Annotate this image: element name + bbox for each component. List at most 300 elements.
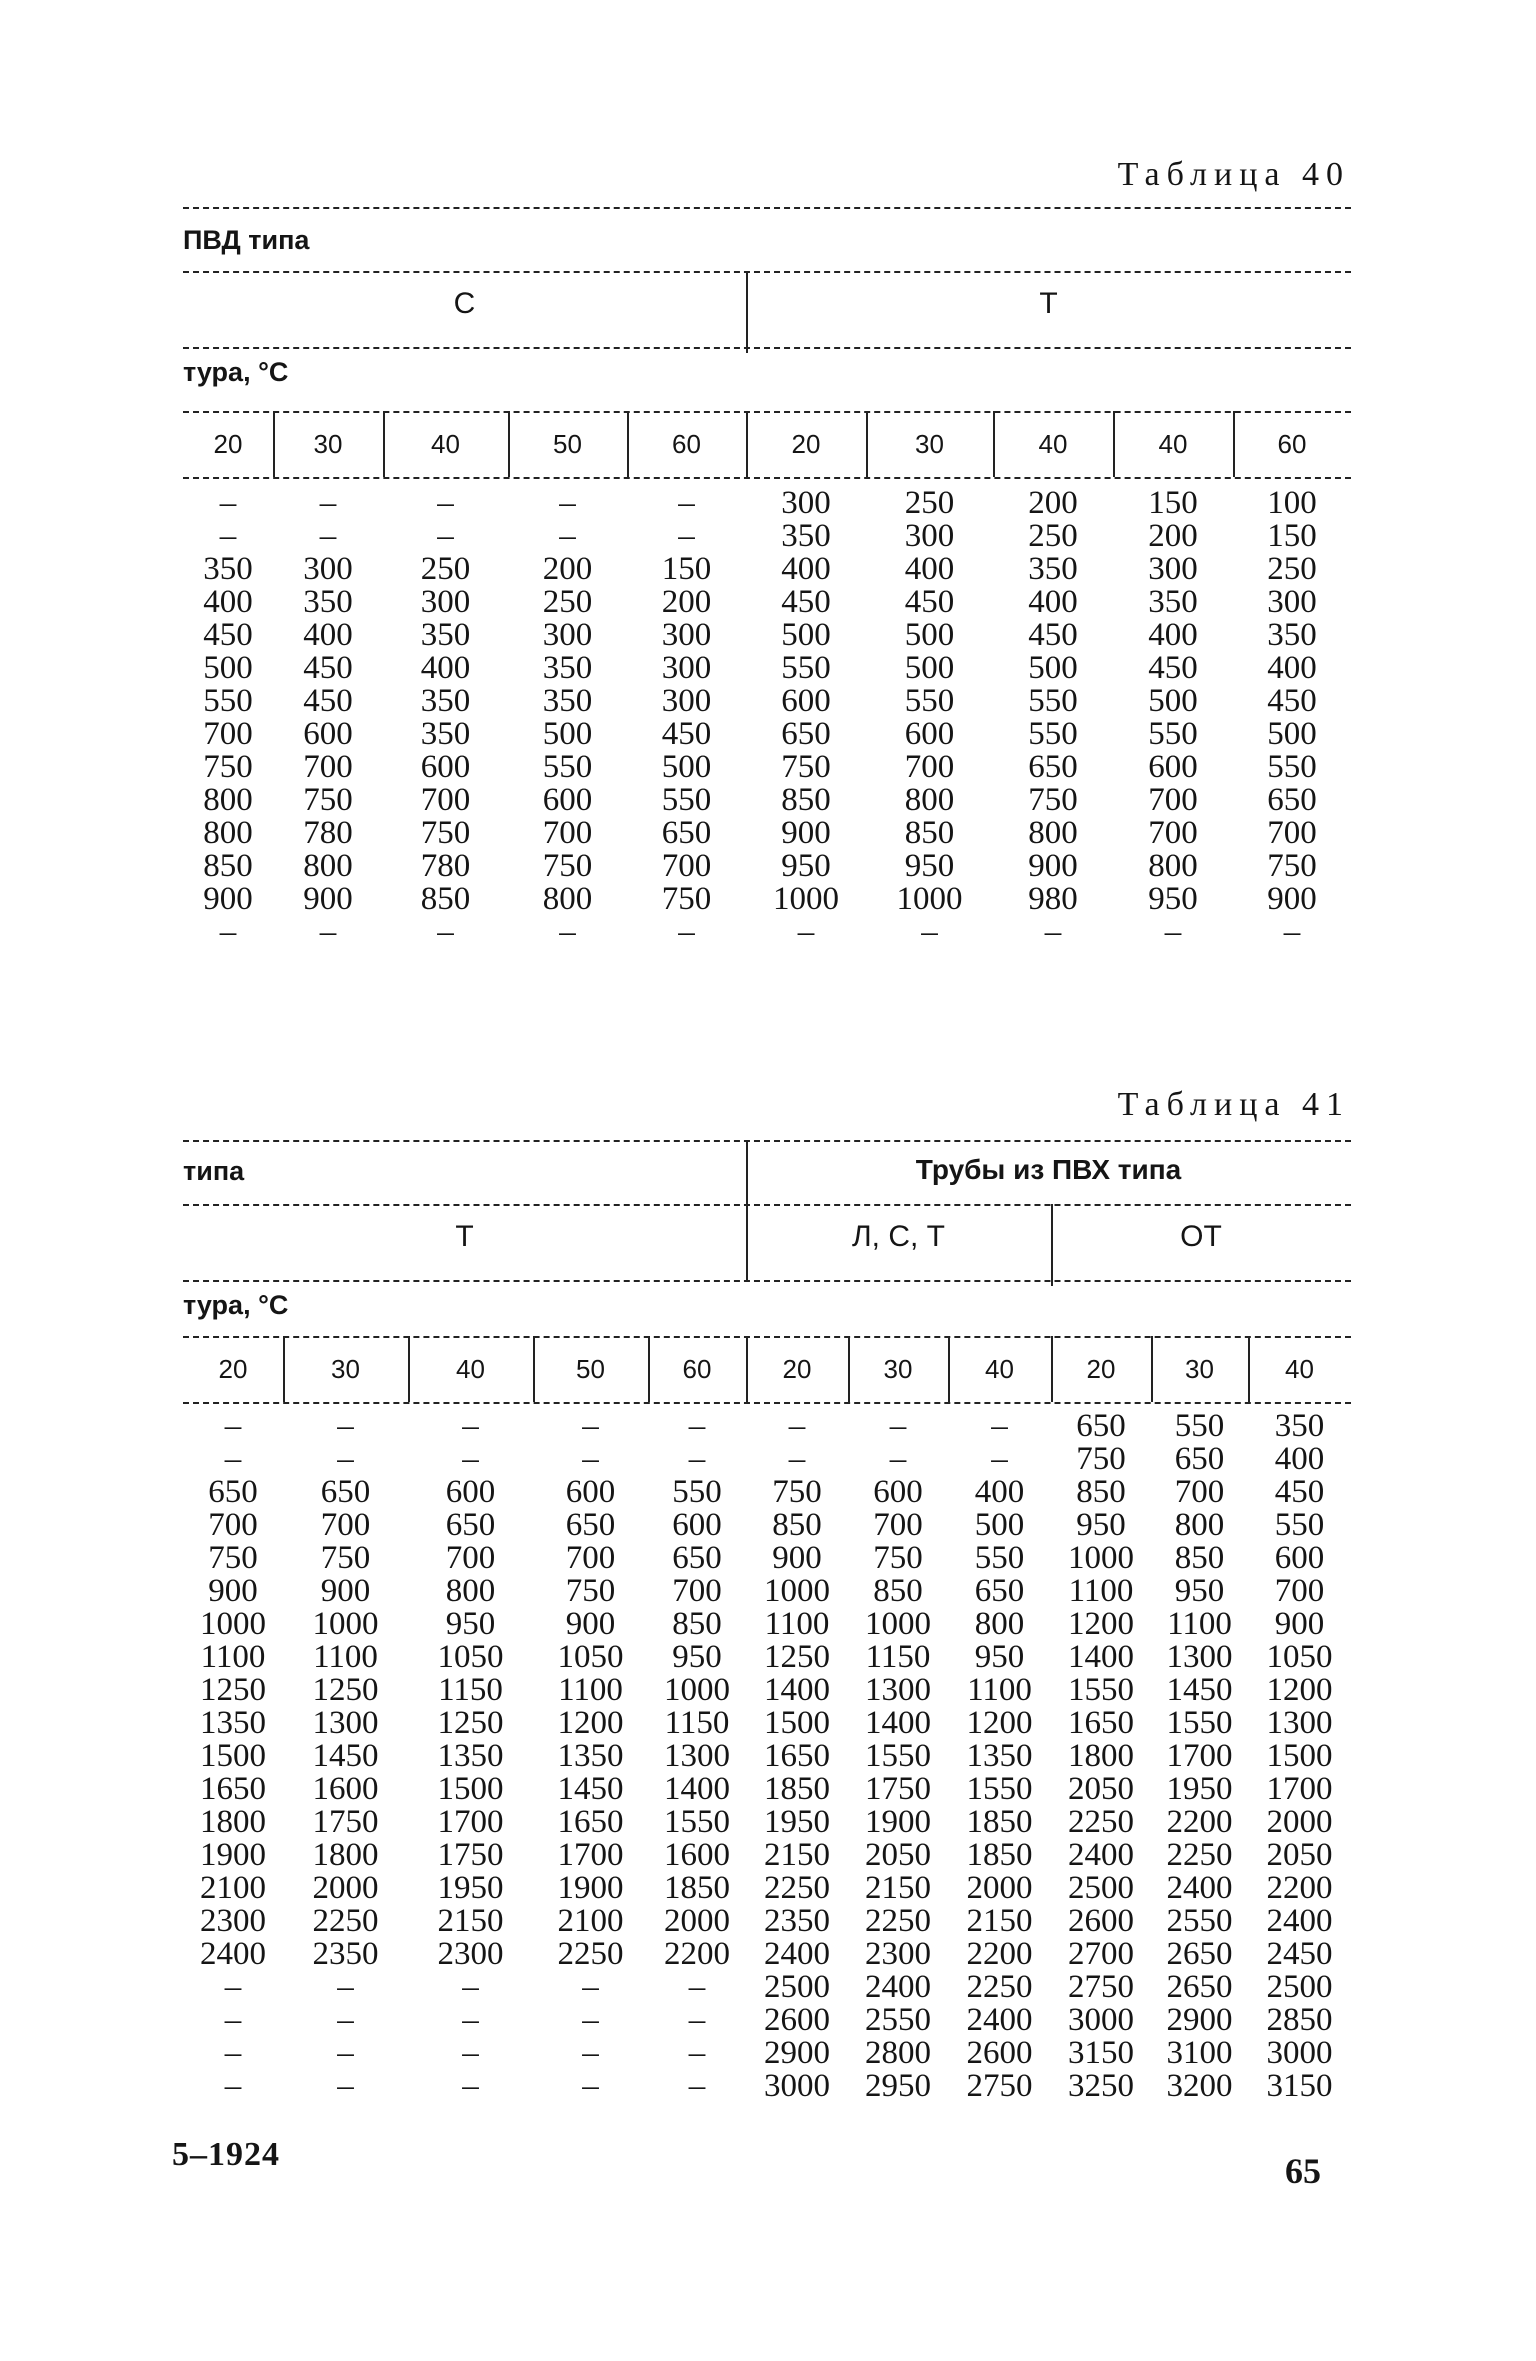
table-cell: 2450 bbox=[1266, 1936, 1333, 1972]
table-cell: 500 bbox=[542, 716, 593, 752]
table-cell: – bbox=[224, 1441, 242, 1477]
table-cell: 800 bbox=[203, 782, 253, 818]
table-41-group-t: Т bbox=[455, 1220, 474, 1253]
table-cell: 700 bbox=[1148, 782, 1198, 818]
table-cell: 650 bbox=[974, 1573, 1025, 1609]
table-cell: 750 bbox=[203, 749, 253, 785]
table-cell: – bbox=[889, 1441, 907, 1477]
table-cell: – bbox=[889, 1408, 907, 1444]
table-cell: 1400 bbox=[865, 1705, 931, 1741]
table-cell: 1550 bbox=[865, 1738, 931, 1774]
page-number: 65 bbox=[1285, 2151, 1321, 2191]
table-cell: 900 bbox=[320, 1573, 371, 1609]
column-divider bbox=[273, 411, 275, 477]
table-cell: 2000 bbox=[1266, 1804, 1333, 1840]
table-cell: 850 bbox=[672, 1606, 722, 1642]
table-cell: 1350 bbox=[966, 1738, 1033, 1774]
column-divider bbox=[533, 1336, 535, 1402]
table-cell: 550 bbox=[1174, 1408, 1225, 1444]
column-divider bbox=[746, 1336, 748, 1402]
column-header: 40 bbox=[1158, 428, 1188, 459]
table-cell: 2350 bbox=[312, 1936, 379, 1972]
table-cell: – bbox=[462, 1408, 479, 1444]
table-cell: 2050 bbox=[1068, 1771, 1134, 1807]
table-cell: 1200 bbox=[966, 1705, 1033, 1741]
table-cell: 2250 bbox=[312, 1903, 379, 1939]
table-cell: 700 bbox=[1267, 815, 1317, 851]
table-cell: – bbox=[337, 1408, 354, 1444]
table-cell: 1000 bbox=[312, 1606, 379, 1642]
table-cell: 1800 bbox=[200, 1804, 266, 1840]
table-cell: 1700 bbox=[1166, 1738, 1233, 1774]
table-cell: – bbox=[219, 518, 237, 554]
table-cell: 600 bbox=[565, 1474, 616, 1510]
table-40-header-row1: ПВД типа bbox=[183, 225, 310, 255]
table-cell: 3000 bbox=[1068, 2002, 1134, 2038]
table-cell: 1100 bbox=[967, 1672, 1032, 1708]
table-cell: 950 bbox=[781, 848, 831, 884]
table-cell: – bbox=[224, 2035, 242, 2071]
table-row bbox=[183, 2037, 1351, 2070]
table-cell: 2550 bbox=[1166, 1903, 1233, 1939]
table-row bbox=[183, 1509, 1351, 1542]
table-cell: 2650 bbox=[1166, 1936, 1233, 1972]
table-cell: 2400 bbox=[1068, 1837, 1134, 1873]
table-cell: 300 bbox=[661, 650, 712, 686]
table-cell: 2950 bbox=[865, 2068, 931, 2104]
table-cell: 500 bbox=[203, 650, 253, 686]
table-cell: 700 bbox=[320, 1507, 371, 1543]
table-cell: 800 bbox=[974, 1606, 1025, 1642]
table-cell: 750 bbox=[873, 1540, 923, 1576]
table-cell: 650 bbox=[1267, 782, 1317, 818]
table-cell: 1150 bbox=[865, 1639, 931, 1675]
table-row bbox=[183, 751, 1351, 784]
table-cell: 2250 bbox=[1068, 1804, 1134, 1840]
column-header: 20 bbox=[791, 428, 821, 459]
table-cell: 1200 bbox=[1266, 1672, 1333, 1708]
column-header: 30 bbox=[331, 1353, 360, 1384]
table-cell: 2400 bbox=[1166, 1870, 1233, 1906]
table-cell: 1150 bbox=[664, 1705, 730, 1741]
table-row bbox=[183, 1410, 1351, 1443]
rule bbox=[183, 477, 1351, 479]
table-cell: 450 bbox=[661, 716, 712, 752]
table-cell: 2150 bbox=[865, 1870, 931, 1906]
table-cell: 350 bbox=[542, 650, 593, 686]
table-cell: 1000 bbox=[896, 881, 963, 917]
table-cell: 750 bbox=[208, 1540, 258, 1576]
table-cell: 2750 bbox=[966, 2068, 1033, 2104]
table-cell: 1500 bbox=[764, 1705, 830, 1741]
column-header: 60 bbox=[682, 1353, 712, 1384]
table-cell: 350 bbox=[1267, 617, 1317, 653]
table-cell: 2200 bbox=[1266, 1870, 1333, 1906]
table-cell: 1800 bbox=[312, 1837, 379, 1873]
table-cell: 1050 bbox=[437, 1639, 504, 1675]
table-cell: 250 bbox=[420, 551, 471, 587]
table-cell: 500 bbox=[661, 749, 712, 785]
table-cell: 3000 bbox=[1266, 2035, 1333, 2071]
table-cell: 1150 bbox=[438, 1672, 503, 1708]
table-row bbox=[183, 520, 1351, 553]
table-cell: 2400 bbox=[1266, 1903, 1333, 1939]
table-cell: – bbox=[559, 914, 576, 950]
table-cell: 650 bbox=[565, 1507, 616, 1543]
table-cell: 1550 bbox=[1068, 1672, 1134, 1708]
table-cell: 200 bbox=[1028, 485, 1078, 521]
table-cell: 500 bbox=[904, 617, 955, 653]
table-cell: – bbox=[991, 1408, 1008, 1444]
table-cell: 700 bbox=[1174, 1474, 1225, 1510]
table-cell: 450 bbox=[303, 650, 353, 686]
table-cell: 700 bbox=[1274, 1573, 1325, 1609]
table-cell: 900 bbox=[781, 815, 831, 851]
table-cell: 450 bbox=[781, 584, 831, 620]
table-cell: 2300 bbox=[437, 1936, 504, 1972]
table-row bbox=[183, 586, 1351, 619]
table-cell: 400 bbox=[974, 1474, 1025, 1510]
table-cell: 400 bbox=[420, 650, 471, 686]
table-cell: 1950 bbox=[437, 1870, 504, 1906]
table-cell: 3200 bbox=[1166, 2068, 1233, 2104]
table-cell: 1000 bbox=[764, 1573, 830, 1609]
table-cell: 1400 bbox=[1068, 1639, 1134, 1675]
table-cell: 700 bbox=[203, 716, 253, 752]
table-cell: 650 bbox=[208, 1474, 258, 1510]
table-cell: 1250 bbox=[437, 1705, 504, 1741]
rule bbox=[183, 347, 1351, 349]
table-cell: 300 bbox=[1267, 584, 1317, 620]
table-cell: 350 bbox=[303, 584, 353, 620]
table-cell: 400 bbox=[1267, 650, 1317, 686]
table-cell: 750 bbox=[303, 782, 353, 818]
table-cell: 250 bbox=[1028, 518, 1078, 554]
table-cell: 2100 bbox=[200, 1870, 266, 1906]
table-cell: – bbox=[337, 1969, 354, 2005]
column-header: 60 bbox=[672, 428, 701, 459]
table-cell: 950 bbox=[974, 1639, 1025, 1675]
table-cell: 3000 bbox=[764, 2068, 830, 2104]
table-cell: 1250 bbox=[200, 1672, 266, 1708]
table-cell: – bbox=[437, 914, 454, 950]
table-cell: 900 bbox=[203, 881, 253, 917]
table-cell: 850 bbox=[203, 848, 253, 884]
table-cell: – bbox=[678, 518, 695, 554]
table-cell: 450 bbox=[203, 617, 253, 653]
table-cell: 550 bbox=[904, 683, 955, 719]
table-cell: – bbox=[797, 914, 815, 950]
table-row bbox=[183, 1476, 1351, 1509]
table-cell: 600 bbox=[672, 1507, 722, 1543]
table-cell: 350 bbox=[203, 551, 253, 587]
table-cell: 600 bbox=[542, 782, 593, 818]
table-cell: 450 bbox=[1148, 650, 1198, 686]
table-cell: 1250 bbox=[312, 1672, 379, 1708]
table-cell: 2200 bbox=[966, 1936, 1033, 1972]
table-cell: 400 bbox=[904, 551, 955, 587]
table-cell: 2850 bbox=[1266, 2002, 1333, 2038]
table-cell: 750 bbox=[772, 1474, 822, 1510]
table-cell: – bbox=[437, 518, 454, 554]
table-row bbox=[183, 1542, 1351, 1575]
table-cell: 800 bbox=[1174, 1507, 1225, 1543]
table-row bbox=[183, 916, 1351, 949]
table-cell: – bbox=[337, 2068, 354, 2104]
table-cell: 850 bbox=[904, 815, 955, 851]
column-divider bbox=[283, 1336, 285, 1402]
table-cell: 450 bbox=[1274, 1474, 1325, 1510]
table-41-header-left: типа bbox=[183, 1156, 245, 1186]
table-row bbox=[183, 685, 1351, 718]
table-cell: 1850 bbox=[764, 1771, 830, 1807]
table-cell: 1100 bbox=[200, 1639, 266, 1675]
table-cell: – bbox=[319, 518, 337, 554]
table-cell: 500 bbox=[1028, 650, 1078, 686]
table-cell: 2050 bbox=[865, 1837, 931, 1873]
table-cell: 400 bbox=[781, 551, 831, 587]
table-cell: 550 bbox=[781, 650, 831, 686]
table-cell: 850 bbox=[1076, 1474, 1126, 1510]
column-divider bbox=[1051, 1336, 1053, 1402]
table-cell: 1100 bbox=[1167, 1606, 1232, 1642]
table-cell: 700 bbox=[661, 848, 712, 884]
table-cell: 3150 bbox=[1266, 2068, 1333, 2104]
table-cell: 550 bbox=[203, 683, 253, 719]
table-cell: 300 bbox=[303, 551, 353, 587]
column-divider bbox=[383, 411, 385, 477]
table-cell: 2250 bbox=[557, 1936, 624, 1972]
table-cell: 900 bbox=[208, 1573, 258, 1609]
table-cell: – bbox=[337, 1441, 354, 1477]
rule bbox=[183, 271, 1351, 273]
table-cell: 2150 bbox=[966, 1903, 1033, 1939]
table-cell: 550 bbox=[1028, 716, 1078, 752]
table-cell: – bbox=[219, 914, 237, 950]
table-cell: – bbox=[224, 2002, 242, 2038]
table-40-column-headers bbox=[183, 411, 1351, 477]
table-cell: 1400 bbox=[764, 1672, 830, 1708]
table-cell: 700 bbox=[542, 815, 593, 851]
table-cell: 2300 bbox=[200, 1903, 266, 1939]
table-cell: 2800 bbox=[865, 2035, 931, 2071]
table-cell: 1700 bbox=[437, 1804, 504, 1840]
table-cell: 400 bbox=[1028, 584, 1078, 620]
table-cell: – bbox=[582, 1969, 599, 2005]
table-cell: 1300 bbox=[664, 1738, 730, 1774]
table-cell: – bbox=[337, 2002, 354, 2038]
table-row bbox=[183, 1707, 1351, 1740]
table-cell: – bbox=[224, 1969, 242, 2005]
table-41-column-headers bbox=[183, 1336, 1351, 1402]
table-cell: 1700 bbox=[557, 1837, 624, 1873]
table-cell: 1500 bbox=[1266, 1738, 1333, 1774]
table-row bbox=[183, 1971, 1351, 2004]
table-row bbox=[183, 1905, 1351, 1938]
table-cell: 700 bbox=[1148, 815, 1198, 851]
table-cell: – bbox=[462, 2035, 479, 2071]
table-cell: 700 bbox=[420, 782, 471, 818]
table-cell: 800 bbox=[445, 1573, 496, 1609]
table-cell: 2600 bbox=[1068, 1903, 1134, 1939]
table-row bbox=[183, 619, 1351, 652]
table-cell: 300 bbox=[420, 584, 471, 620]
table-cell: 300 bbox=[781, 485, 831, 521]
table-40-group-t: Т bbox=[1039, 287, 1058, 320]
table-cell: 1600 bbox=[664, 1837, 730, 1873]
table-cell: 1950 bbox=[1166, 1771, 1233, 1807]
column-divider bbox=[408, 1336, 410, 1402]
table-cell: 1000 bbox=[865, 1606, 931, 1642]
table-cell: 2100 bbox=[557, 1903, 624, 1939]
table-cell: 1300 bbox=[865, 1672, 931, 1708]
table-cell: 1050 bbox=[1266, 1639, 1333, 1675]
table-41-header-right: Трубы из ПВХ типа bbox=[915, 1154, 1182, 1185]
column-divider bbox=[746, 411, 748, 477]
table-cell: 900 bbox=[1267, 881, 1317, 917]
table-cell: – bbox=[337, 2035, 354, 2071]
table-cell: 700 bbox=[904, 749, 955, 785]
table-cell: 300 bbox=[661, 617, 712, 653]
table-cell: 500 bbox=[974, 1507, 1025, 1543]
table-cell: 1550 bbox=[664, 1804, 730, 1840]
column-header: 50 bbox=[576, 1353, 605, 1384]
table-cell: 1900 bbox=[200, 1837, 266, 1873]
column-header: 20 bbox=[782, 1353, 812, 1384]
table-cell: 650 bbox=[445, 1507, 496, 1543]
table-cell: 2150 bbox=[764, 1837, 830, 1873]
table-cell: 950 bbox=[445, 1606, 496, 1642]
table-cell: 100 bbox=[1267, 485, 1317, 521]
column-header: 20 bbox=[218, 1353, 248, 1384]
table-cell: 2500 bbox=[764, 1969, 830, 2005]
table-cell: – bbox=[319, 485, 337, 521]
table-cell: 350 bbox=[1028, 551, 1078, 587]
table-cell: 500 bbox=[1267, 716, 1317, 752]
table-cell: 450 bbox=[1028, 617, 1078, 653]
table-cell: 1550 bbox=[966, 1771, 1033, 1807]
table-cell: 250 bbox=[904, 485, 955, 521]
table-cell: 1300 bbox=[312, 1705, 379, 1741]
table-cell: – bbox=[688, 2068, 706, 2104]
table-cell: 550 bbox=[1028, 683, 1078, 719]
table-row bbox=[183, 1674, 1351, 1707]
table-cell: – bbox=[319, 914, 337, 950]
table-cell: 650 bbox=[781, 716, 831, 752]
table-cell: 900 bbox=[1274, 1606, 1325, 1642]
table-cell: 700 bbox=[672, 1573, 722, 1609]
table-cell: 2700 bbox=[1068, 1936, 1134, 1972]
table-cell: 2350 bbox=[764, 1903, 830, 1939]
table-row bbox=[183, 1872, 1351, 1905]
table-cell: 1550 bbox=[1166, 1705, 1233, 1741]
table-cell: 550 bbox=[542, 749, 593, 785]
table-cell: – bbox=[688, 1408, 706, 1444]
table-cell: 1000 bbox=[200, 1606, 266, 1642]
table-40-caption: Таблица 40 bbox=[1117, 156, 1350, 193]
table-cell: 700 bbox=[303, 749, 353, 785]
table-cell: 550 bbox=[672, 1474, 722, 1510]
table-cell: 500 bbox=[1148, 683, 1198, 719]
column-header: 20 bbox=[213, 428, 243, 459]
table-cell: 300 bbox=[904, 518, 955, 554]
column-divider bbox=[866, 411, 868, 477]
table-row bbox=[183, 784, 1351, 817]
table-row bbox=[183, 817, 1351, 850]
table-cell: – bbox=[462, 1969, 479, 2005]
table-cell: – bbox=[559, 518, 576, 554]
table-cell: 800 bbox=[303, 848, 353, 884]
table-cell: 550 bbox=[661, 782, 712, 818]
table-cell: 1200 bbox=[557, 1705, 624, 1741]
table-cell: 1050 bbox=[557, 1639, 624, 1675]
table-row bbox=[183, 1740, 1351, 1773]
table-cell: – bbox=[1044, 914, 1062, 950]
rule bbox=[183, 207, 1351, 209]
table-cell: – bbox=[678, 914, 695, 950]
table-cell: – bbox=[688, 2035, 706, 2071]
table-cell: 750 bbox=[420, 815, 471, 851]
table-cell: 1650 bbox=[1068, 1705, 1134, 1741]
table-cell: – bbox=[788, 1441, 806, 1477]
column-divider bbox=[1151, 1336, 1153, 1402]
table-cell: 400 bbox=[203, 584, 253, 620]
table-row bbox=[183, 652, 1351, 685]
table-cell: 550 bbox=[974, 1540, 1025, 1576]
table-41-group-lst: Л, С, Т bbox=[851, 1220, 946, 1253]
table-cell: – bbox=[1164, 914, 1182, 950]
table-cell: 750 bbox=[542, 848, 593, 884]
table-cell: 850 bbox=[420, 881, 471, 917]
table-row bbox=[183, 850, 1351, 883]
table-cell: 780 bbox=[303, 815, 353, 851]
table-cell: 2550 bbox=[865, 2002, 931, 2038]
table-cell: 1850 bbox=[664, 1870, 730, 1906]
table-cell: 750 bbox=[661, 881, 712, 917]
table-cell: 350 bbox=[542, 683, 593, 719]
table-cell: 950 bbox=[1076, 1507, 1126, 1543]
column-divider bbox=[948, 1336, 950, 1402]
table-cell: – bbox=[788, 1408, 806, 1444]
column-header: 30 bbox=[883, 1353, 913, 1384]
table-cell: 700 bbox=[208, 1507, 258, 1543]
table-cell: 900 bbox=[1028, 848, 1078, 884]
table-row bbox=[183, 487, 1351, 520]
table-row bbox=[183, 1938, 1351, 1971]
table-cell: 800 bbox=[1028, 815, 1078, 851]
table-cell: 650 bbox=[320, 1474, 371, 1510]
table-cell: 2650 bbox=[1166, 1969, 1233, 2005]
table-cell: 1750 bbox=[865, 1771, 931, 1807]
table-cell: 2500 bbox=[1068, 1870, 1134, 1906]
table-cell: 300 bbox=[542, 617, 593, 653]
column-divider bbox=[848, 1336, 850, 1402]
column-header: 40 bbox=[1038, 428, 1068, 459]
table-cell: 600 bbox=[445, 1474, 496, 1510]
table-cell: 350 bbox=[1148, 584, 1198, 620]
table-cell: 950 bbox=[1148, 881, 1198, 917]
print-code: 5–1924 bbox=[172, 2136, 280, 2173]
table-cell: 700 bbox=[445, 1540, 496, 1576]
table-cell: 1450 bbox=[1166, 1672, 1233, 1708]
table-cell: 1500 bbox=[437, 1771, 504, 1807]
table-cell: – bbox=[1283, 914, 1301, 950]
table-cell: 1450 bbox=[557, 1771, 624, 1807]
table-cell: 350 bbox=[420, 617, 471, 653]
table-cell: – bbox=[437, 485, 454, 521]
table-cell: 350 bbox=[1274, 1408, 1325, 1444]
table-row bbox=[183, 1575, 1351, 1608]
